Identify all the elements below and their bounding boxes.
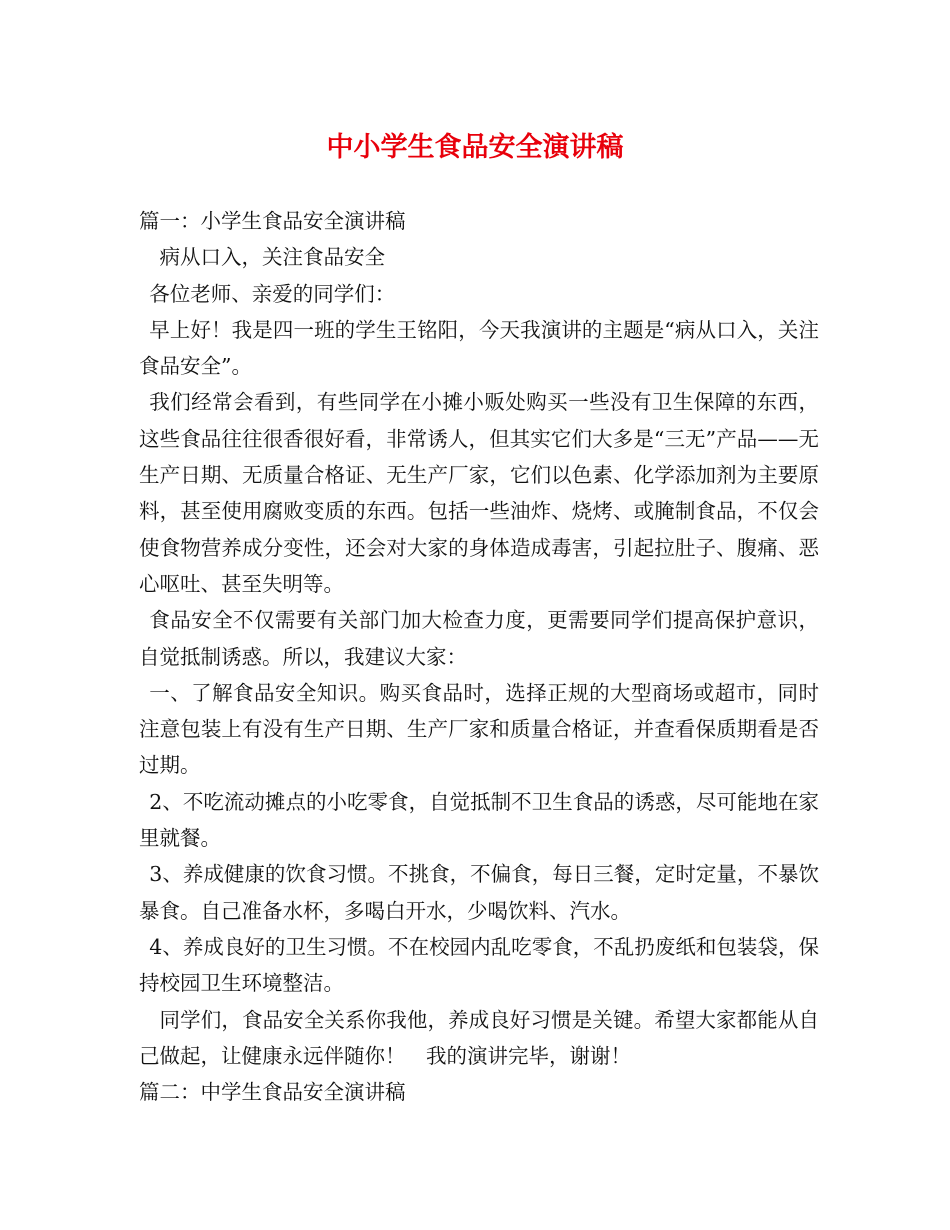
section-heading-1: 篇一：小学生食品安全演讲稿 xyxy=(139,209,406,233)
salutation: 各位老师、亲爱的同学们： xyxy=(149,281,396,306)
suggestion-item-3: 3、养成健康的饮食习惯。不挑食，不偏食，每日三餐，定时定量，不暴饮暴食。自己准备水杯，多喝白开水，少喝饮料、汽水。 xyxy=(139,862,819,923)
speech-subtitle: 病从口入，关注食品安全 xyxy=(159,245,385,270)
document-body xyxy=(139,203,819,1110)
paragraph-closing: 同学们，食品安全关系你我他，养成良好习惯是关键。希望大家都能从自己做起，让健康永远伴随你！ 我的演讲完毕，谢谢！ xyxy=(139,1007,819,1068)
section-heading-2: 篇二：中学生食品安全演讲稿 xyxy=(139,1080,406,1105)
document-title: 中小学生食品安全演讲稿 xyxy=(326,132,624,163)
suggestion-item-2: 2、不吃流动摊点的小吃零食，自觉抵制不卫生食品的诱惑，尽可能地在家里就餐。 xyxy=(139,789,819,851)
paragraph-problem: 我们经常会看到，有些同学在小摊小贩处购买一些没有卫生保障的东西，这些食品往往很香很好看，非常诱人，但其实它们大多是“三无”产品——无生产日期、无质量合格证、无生产厂家，它们以色素、化学添加剂为主要原料，甚至使用腐败变质的东西。包括一些油炸、烧烤、或腌制食品，不仅会使食物营养成分变性，还会对大家的身体造成毒害，引起拉肚子、腹痛、恶心呕吐、甚至失明等。 xyxy=(139,390,819,596)
suggestion-item-4: 4、养成良好的卫生习惯。不在校园内乱吃零食，不乱扔废纸和包装袋，保持校园卫生环境整洁。 xyxy=(139,934,819,996)
paragraph-greeting: 早上好！我是四一班的学生王铭阳，今天我演讲的主题是“病从口入，关注食品安全”。 xyxy=(139,317,819,379)
paragraph-suggestion-intro: 食品安全不仅需要有关部门加大检查力度，更需要同学们提高保护意识，自觉抵制诱惑。所以，我建议大家： xyxy=(139,608,819,669)
suggestion-item-1: 一、了解食品安全知识。购买食品时，选择正规的大型商场或超市，同时注意包装上有没有生产日期、生产厂家和质量合格证，并查看保质期看是否过期。 xyxy=(139,680,819,778)
